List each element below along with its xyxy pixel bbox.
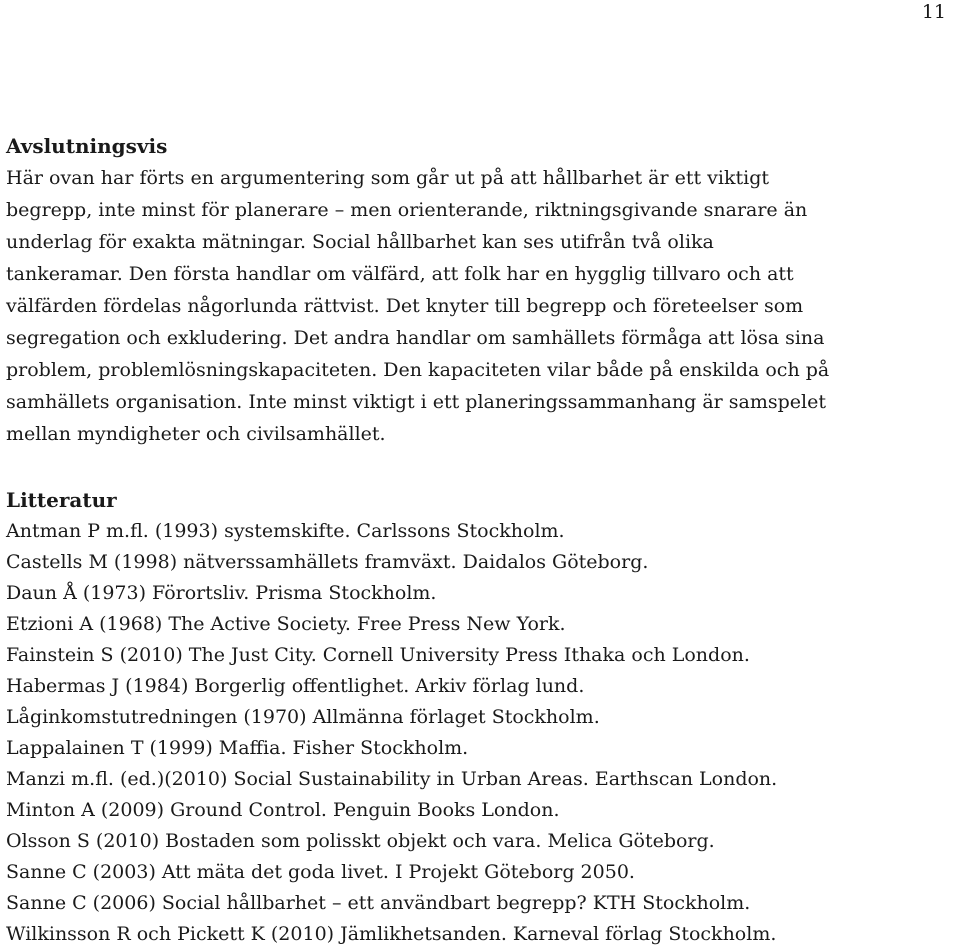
reference-item: Wilkinsson R och Pickett K (2010) Jämlikhetsanden. Karneval förlag Stockholm.: [6, 923, 777, 945]
paragraph-line: segregation och exkludering. Det andra handlar om samhällets förmåga att lösa sina: [6, 327, 825, 349]
reference-item: Etzioni A (1968) The Active Society. Free Press New York.: [6, 613, 566, 635]
reference-item: Fainstein S (2010) The Just City. Cornell University Press Ithaka och London.: [6, 644, 750, 666]
paragraph-line: Här ovan har förts en argumentering som går ut på att hållbarhet är ett viktigt: [6, 167, 769, 189]
reference-list: [6, 516, 954, 950]
references-heading: Litteratur: [6, 488, 117, 512]
reference-item: Daun Å (1973) Förortsliv. Prisma Stockholm.: [6, 582, 437, 604]
paragraph-line: begrepp, inte minst för planerare – men orienterande, riktningsgivande snarare än: [6, 199, 808, 221]
paragraph-line: mellan myndigheter och civilsamhället.: [6, 423, 386, 445]
reference-item: Castells M (1998) nätverssamhällets framväxt. Daidalos Göteborg.: [6, 551, 649, 573]
paragraph-line: samhällets organisation. Inte minst viktigt i ett planeringssammanhang är samspelet: [6, 391, 827, 413]
paragraph-line: tankeramar. Den första handlar om välfärd, att folk har en hygglig tillvaro och att: [6, 263, 794, 285]
reference-item: Habermas J (1984) Borgerlig offentlighet. Arkiv förlag lund.: [6, 675, 585, 697]
conclusion-heading: Avslutningsvis: [6, 134, 168, 158]
reference-item: Manzi m.fl. (ed.)(2010) Social Sustainability in Urban Areas. Earthscan London.: [6, 768, 778, 790]
reference-item: Olsson S (2010) Bostaden som polisskt objekt och vara. Melica Göteborg.: [6, 830, 715, 852]
paragraph-line: välfärden fördelas någorlunda rättvist. Det knyter till begrepp och företeelser som: [6, 295, 804, 317]
paragraph-line: underlag för exakta mätningar. Social hållbarhet kan ses utifrån två olika: [6, 231, 714, 253]
reference-item: Sanne C (2003) Att mäta det goda livet. I Projekt Göteborg 2050.: [6, 861, 635, 883]
reference-item: Sanne C (2006) Social hållbarhet – ett användbart begrepp? KTH Stockholm.: [6, 892, 751, 914]
document-body: [6, 130, 954, 950]
reference-item: Låginkomstutredningen (1970) Allmänna förlaget Stockholm.: [6, 706, 600, 728]
page-number: 11: [921, 1, 946, 23]
reference-item: Antman P m.fl. (1993) systemskifte. Carlssons Stockholm.: [6, 520, 565, 542]
reference-item: Minton A (2009) Ground Control. Penguin Books London.: [6, 799, 560, 821]
reference-item: Lappalainen T (1999) Maffia. Fisher Stockholm.: [6, 737, 469, 759]
paragraph-line: problem, problemlösningskapaciteten. Den kapaciteten vilar både på enskilda och på: [6, 359, 830, 381]
conclusion-paragraph: [6, 162, 954, 450]
